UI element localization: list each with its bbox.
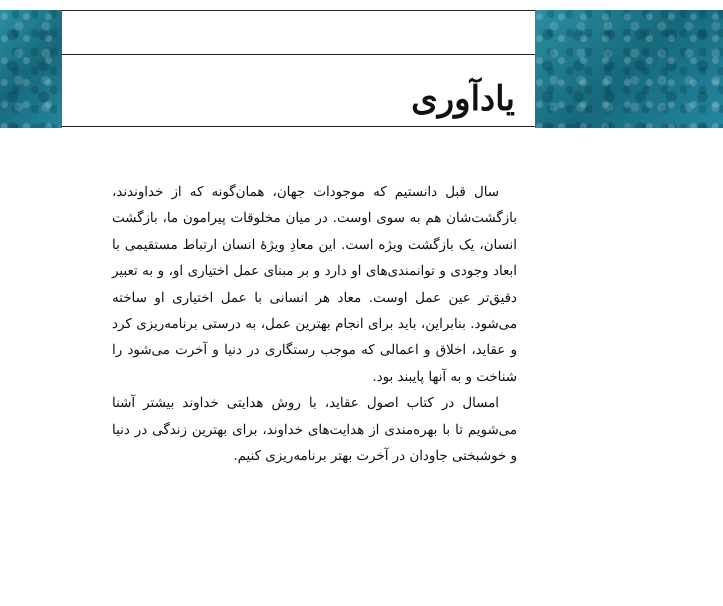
page-title: یادآوری	[411, 79, 515, 119]
decorative-tile-right	[535, 10, 723, 128]
paragraph-1: سال قبل دانستیم که موجودات جهان، همان‌گونه که از خداوندند، بازگشت‌شان هم به سوی اوست. در میان مخلوقات پیرامون ما، بازگشت انسان، یک بازگشت ویژه است. این معادِ ویژهٔ انسان ارتباط مستقیمی با ابعاد وجودی و توانمندی‌های او دارد و بر مبنای عمل اختیاری او، و به تعبیر دقیق‌تر عین عمل اوست. معاد هر انسانی با عمل اختیاری او ساخته می‌شود. بنابراین، باید برای انجام بهترین عمل، به درستی برنامه‌ریزی کرد و عقاید، اخلاق و اعمالی که موجب رستگاری در دنیا و آخرت می‌شود را شناخت و به آنها پایبند بود.	[112, 185, 517, 385]
paragraph-2: امسال در کتاب اصول عقاید، با روش هدایتی خداوند بیشتر آشنا می‌شویم تا با بهره‌مندی از هدایت‌های خداوند، برای بهترین زندگی در دنیا و خوشبختی جاودان در آخرت بهتر برنامه‌ریزی کنیم.	[112, 396, 517, 465]
body-text	[112, 180, 517, 470]
header-banner	[0, 10, 723, 128]
title-box	[62, 10, 535, 127]
decorative-tile-left	[0, 10, 62, 128]
title-divider	[62, 54, 535, 55]
